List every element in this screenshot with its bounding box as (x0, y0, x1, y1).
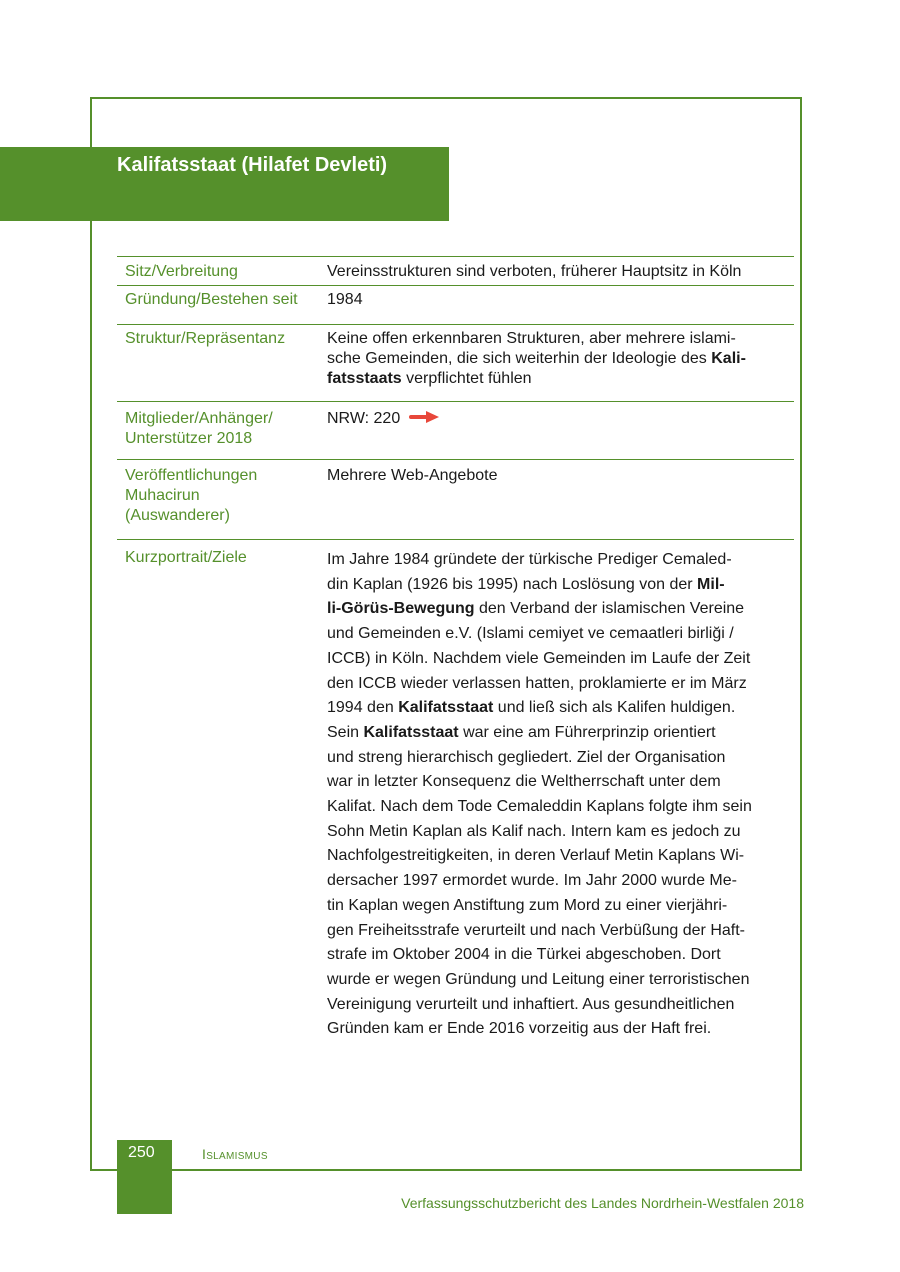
table-row (117, 324, 794, 401)
row-value: NRW: 220 (327, 409, 794, 459)
table-row (117, 285, 794, 324)
info-table (117, 256, 794, 1042)
row-value: Vereinsstrukturen sind verboten, früherer Hauptsitz in Köln (327, 263, 742, 280)
row-value: Mehrere Web-Angebote (327, 467, 498, 484)
page-title: Kalifatsstaat (Hilafet Devleti) (117, 154, 388, 176)
row-label: Struktur/Repräsentanz (125, 330, 286, 347)
table-row (117, 539, 794, 1042)
section-name: Islamismus (202, 1146, 268, 1162)
row-label: Kurzportrait/Ziele (125, 549, 247, 566)
page-number: 250 (128, 1144, 155, 1161)
publication-title: Verfassungsschutzbericht des Landes Nordrhein-Westfalen 2018 (401, 1195, 804, 1211)
row-label: Gründung/Bestehen seit (125, 291, 298, 308)
row-label: Veröffentlichungen Muhacirun (Auswanderer) (125, 467, 258, 524)
row-label: Sitz/Verbreitung (125, 263, 238, 280)
table-row (117, 256, 794, 285)
table-row (117, 459, 794, 539)
portrait-text: Im Jahre 1984 gründete der türkische Prediger Cemaled- din Kaplan (1926 bis 1995) nach Loslösung von der Mil- li-Görüs-Bewegung den Verband der islamischen Vereine und Gemeinden e.V. (Islami cemiyet ve cemaatleri birliği / ICCB) in Köln. Nachdem viele Gemeinden im Laufe der Zeit den ICCB wieder verlassen hatten, proklamierte er im März 1994 den Kalifatsstaat und ließ sich als Kalifen huldigen. Sein Kalifatsstaat war eine am Führerprinzip orientiert und streng hierarchisch gegliedert. Ziel der Organisation war in letzter Konsequenz die Weltherrschaft unter dem Kalifat. Nach dem Tode Cemaleddin Kaplans folgte ihm sein Sohn Metin Kaplan als Kalif nach. Intern kam es jedoch zu Nachfolgestreitigkeiten, in deren Verlauf Metin Kaplans Wi- dersacher 1997 ermordet wurde. Im Jahr 2000 wurde Me- tin Kaplan wegen Anstiftung zum Mord zu einer vierjähri- gen Freiheitsstrafe verurteilt und nach Verbüßung der Haft- strafe im Oktober 2004 in die Türkei abgeschoben. Dort wurde er wegen Gründung und Leitung einer terroristischen Vereinigung verurteilt und inhaftiert. Aus gesundheitlichen Gründen kam er Ende 2016 vorzeitig aus der Haft frei. (327, 551, 752, 1038)
arrow-right-icon (409, 409, 439, 429)
row-label: Mitglieder/Anhänger/ Unterstützer 2018 (125, 410, 273, 447)
row-value: Keine offen erkennbaren Strukturen, aber mehrere islami- sche Gemeinden, die sich weiterhin der Ideologie des Kali- fatsstaats verpflichtet fühlen (327, 330, 746, 387)
row-value: 1984 (327, 291, 363, 308)
table-row (117, 401, 794, 459)
